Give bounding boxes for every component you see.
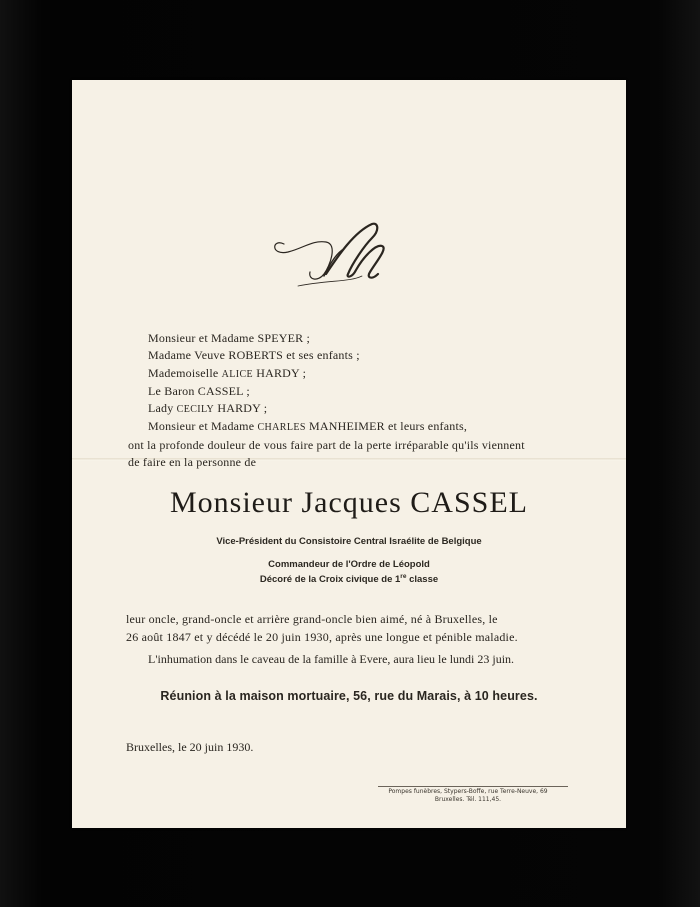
deceased-name: Monsieur Jacques CASSEL <box>170 486 528 519</box>
printer-line-1: Pompes funèbres, Stypers-Boffe, rue Terre-Neuve, 69 <box>388 788 548 795</box>
printer-rule <box>378 786 568 787</box>
printer-imprint <box>368 788 568 804</box>
announcement-text: ont la profonde douleur de vous faire part de la perte irréparable qu'ils viennent <box>128 437 525 452</box>
monogram-m-flourish <box>268 216 398 296</box>
title-croix-civique: Décoré de la Croix civique de 1re classe <box>259 573 439 586</box>
dateline: Bruxelles, le 20 juin 1930. <box>126 740 254 754</box>
mourner-line: Mademoiselle ALICE HARDY ; <box>148 365 307 380</box>
funeral-announcement-card <box>72 80 626 828</box>
mourner-line: Monsieur et Madame CHARLES MANHEIMER et leurs enfants, <box>148 419 468 434</box>
mourner-line: Monsieur et Madame SPEYER ; <box>148 331 311 345</box>
biography-paragraph <box>126 610 574 646</box>
mourners-list <box>128 330 568 471</box>
title-vice-president: Vice-Président du Consistoire Central Israélite de Belgique <box>216 536 482 547</box>
mourner-line: Madame Veuve ROBERTS et ses enfants ; <box>148 348 360 363</box>
reunion-notice: Réunion à la maison mortuaire, 56, rue du Marais, à 10 heures. <box>160 689 538 703</box>
inhumation-notice: L'inhumation dans le caveau de la famille à Evere, aura lieu le lundi 23 juin. <box>148 652 515 666</box>
mourner-line: Lady CECILY HARDY ; <box>148 401 268 416</box>
announcement-text-cont: de faire en la personne de <box>128 455 257 470</box>
printer-line-2: Bruxelles. Tél. 111,45. <box>434 796 502 803</box>
mourner-line: Le Baron CASSEL ; <box>148 383 250 398</box>
biography-line: leur oncle, grand-oncle et arrière grand-oncle bien aimé, né à Bruxelles, le <box>126 612 498 626</box>
biography-line: 26 août 1847 et y décédé le 20 juin 1930, après une longue et pénible maladie. <box>126 630 518 644</box>
title-commandeur: Commandeur de l'Ordre de Léopold <box>268 559 430 570</box>
